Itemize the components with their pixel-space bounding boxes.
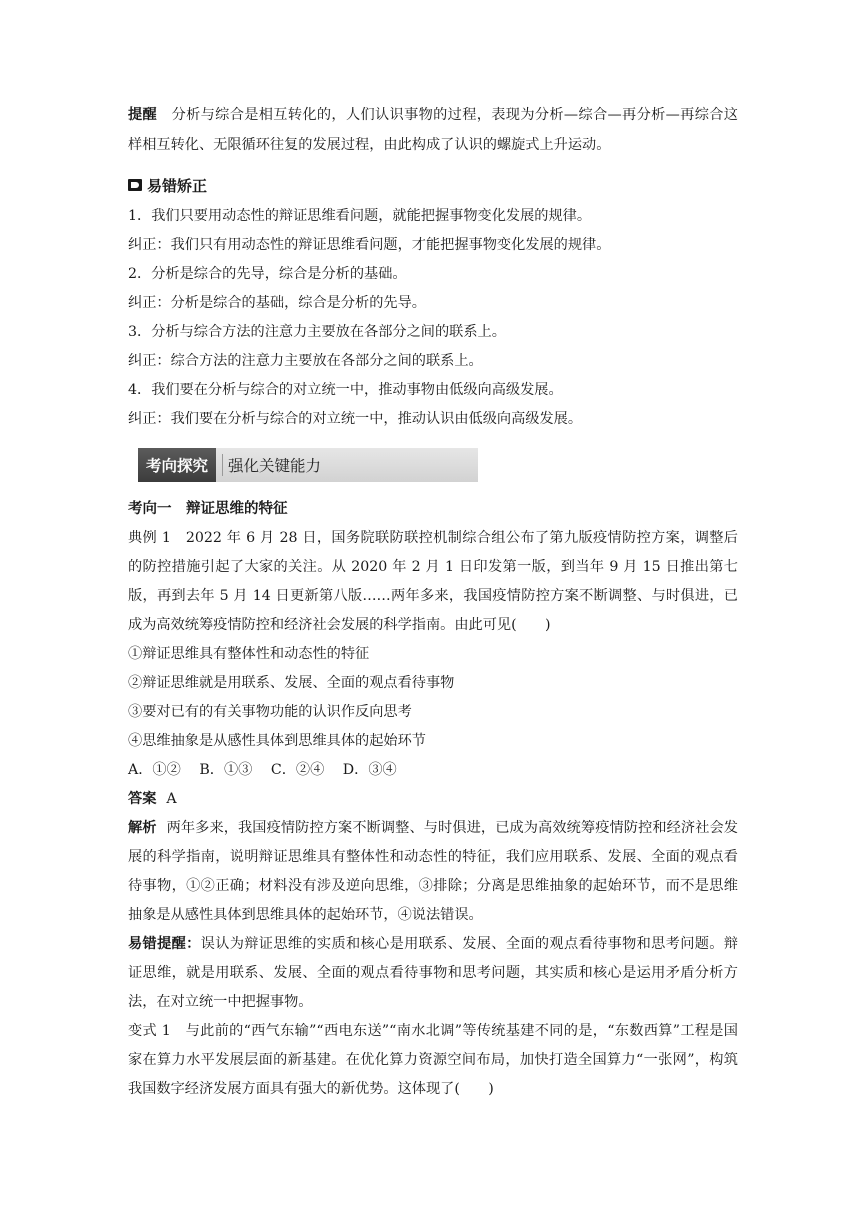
choices-row <box>128 756 738 785</box>
banner-left: 考向探究 <box>138 448 216 482</box>
option-3: ③要对已有的有关事物功能的认识作反向思考 <box>128 704 412 720</box>
choice-d: D．③④ <box>342 762 397 778</box>
option-1: ①辩证思维具有整体性和动态性的特征 <box>128 646 370 662</box>
choice-a: A．①② <box>128 762 181 778</box>
topic-heading: 考向一 辩证思维的特征 <box>128 501 288 517</box>
tip-text: 分析与综合是相互转化的，人们认识事物的过程，表现为分析—综合—再分析—再综合这样相互转化、无限循环往复的发展过程，由此构成了认识的螺旋式上升运动。 <box>128 107 738 153</box>
option-4: ④思维抽象是从感性具体到思维具体的起始环节 <box>128 733 426 749</box>
error-correction-heading <box>128 170 738 200</box>
error-correction-title: 易错矫正 <box>147 176 208 195</box>
answer-row <box>128 785 738 814</box>
correction-line-3: 纠正：综合方法的注意力主要放在各部分之间的联系上。 <box>128 353 483 369</box>
banner-right <box>216 448 478 482</box>
option-2: ②辩证思维就是用联系、发展、全面的观点看待事物 <box>128 675 455 691</box>
reminder-text: 误认为辩证思维的实质和核心是用联系、发展、全面的观点看待事物和思考问题。辩证思维，就是用联系、发展、全面的观点看待事物和思考问题，其实质和核心是运用矛盾分析方法，在对立统一中把握事物。 <box>128 936 738 1010</box>
answer-label: 答案 <box>128 791 157 807</box>
error-line-1: 1．我们只要用动态性的辩证思维看问题，就能把握事物变化发展的规律。 <box>128 208 592 224</box>
correction-line-1: 纠正：我们只有用动态性的辩证思维看问题，才能把握事物变化发展的规律。 <box>128 237 611 253</box>
reminder-paragraph <box>128 930 738 1017</box>
analysis-label: 解析 <box>128 820 157 836</box>
variant-paragraph: 变式 1 与此前的“西气东输”“西电东送”“南水北调”等传统基建不同的是，“东数西算”工程是国家在算力水平发展层面的新基建。在优化算力资源空间布局，加快打造全国算力“一张网”，构筑我国数字经济发展方面具有强大的新优势。这体现了( ) <box>128 1023 738 1097</box>
banner-right-text: 强化关键能力 <box>222 454 321 476</box>
section-banner <box>138 448 478 482</box>
correction-line-4: 纠正：我们要在分析与综合的对立统一中，推动认识由低级向高级发展。 <box>128 411 583 427</box>
reminder-label: 易错提醒： <box>128 936 201 952</box>
choice-b: B．①③ <box>199 762 253 778</box>
document-body <box>128 100 738 1104</box>
analysis-text: 两年多来，我国疫情防控方案不断调整、与时俱进，已成为高效统筹疫情防控和经济社会发展的科学指南，说明辩证思维具有整体性和动态性的特征，我们应用联系、发展、全面的观点看待事物，①②正确；材料没有涉及逆向思维，③排除；分离是思维抽象的起始环节，而不是思维抽象是从感性具体到思维具体的起始环节，④说法错误。 <box>128 820 738 923</box>
answer-value: A <box>166 791 177 807</box>
analysis-paragraph <box>128 814 738 930</box>
error-line-3: 3．分析与综合方法的注意力主要放在各部分之间的联系上。 <box>128 324 506 340</box>
section-marker-icon <box>128 179 142 191</box>
tip-paragraph <box>128 100 738 160</box>
correction-line-2: 纠正：分析是综合的基础，综合是分析的先导。 <box>128 295 426 311</box>
tip-label: 提醒 <box>128 107 158 123</box>
error-line-4: 4．我们要在分析与综合的对立统一中，推动事物由低级向高级发展。 <box>128 382 563 398</box>
choice-c: C．②④ <box>270 762 325 778</box>
example-stem: 典例 1 2022 年 6 月 28 日，国务院联防联控机制综合组公布了第九版疫情防控方案，调整后的防控措施引起了大家的关注。从 2020 年 2 月 1 日印发第一版，到当年 9 月 15 日推出第七版，再到去年 5 月 14 日更新第八版……两年多来，我国疫情防控方案不断调整、与时俱进，已成为高效统筹疫情防控和经济社会发展的科学指南。由此可见( ) <box>128 530 738 633</box>
error-line-2: 2．分析是综合的先导，综合是分析的基础。 <box>128 266 407 282</box>
